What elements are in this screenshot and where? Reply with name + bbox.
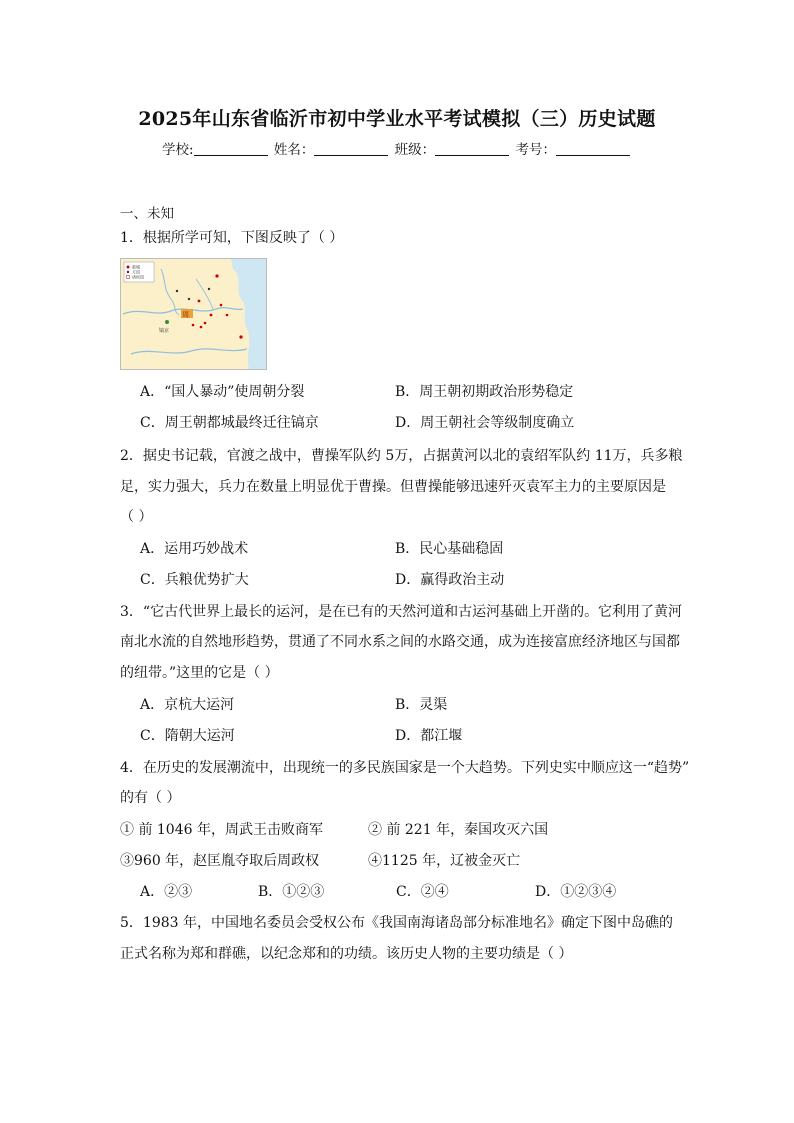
q5-stem-line-2: 正式名称为郑和群礁，以纪念郑和的功绩。该历史人物的主要功绩是（ ）	[120, 946, 573, 962]
map-haojing-label: 镐京	[159, 328, 170, 334]
q2-stem-line-3: （ ）	[120, 509, 153, 525]
name-label: 姓名：	[273, 142, 315, 158]
map-capital-label: 周	[182, 310, 189, 319]
map-legend-vassal: 诸侯国	[132, 274, 144, 280]
q1-option-b[interactable]: B．周王朝初期政治形势稳定	[395, 384, 574, 400]
q3-option-b[interactable]: B．灵渠	[395, 697, 448, 713]
q2-stem-line-1: 2．据史书记载，官渡之战中，曹操军队约 5万，占据黄河以北的袁绍军队约 11万，兵多粮	[120, 448, 683, 464]
q3-stem-line-2: 南北水流的自然地形趋势，贯通了不同水系之间的水路交通，成为连接富庶经济地区与国都	[120, 634, 680, 650]
q4-stem-line-1: 4．在历史的发展潮流中，出现统一的多民族国家是一个大趋势。下列史实中顺应这一“趋势”	[120, 760, 690, 776]
map-legend-state: 方国	[132, 269, 140, 275]
q2-option-c[interactable]: C．兵粮优势扩大	[140, 572, 249, 588]
q4-item-1: ① 前 1046 年，周武王击败商军	[120, 822, 323, 838]
q2-option-a[interactable]: A．运用巧妙战术	[140, 541, 249, 557]
q1-stem: 1．根据所学可知，下图反映了（ ）	[120, 230, 344, 246]
q2-option-b[interactable]: B．民心基础稳固	[395, 541, 504, 557]
class-label: 班级：	[394, 142, 436, 158]
q3-option-a[interactable]: A．京杭大运河	[140, 697, 235, 713]
class-blank[interactable]	[435, 143, 509, 156]
school-blank[interactable]	[194, 143, 268, 156]
q4-item-3: ③960 年，赵匡胤夺取后周政权	[120, 853, 320, 869]
q5-stem-line-1: 5．1983 年，中国地名委员会受权公布《我国南海诸岛部分标准地名》确定下图中岛礁的	[120, 915, 673, 931]
page-title: 2025年山东省临沂市初中学业水平考试模拟（三）历史试题	[138, 108, 656, 130]
q4-item-2: ② 前 221 年，秦国攻灭六国	[368, 822, 549, 838]
q4-item-4: ④1125 年，辽被金灭亡	[368, 853, 521, 869]
q3-stem-line-3: 的纽带。”这里的它是（ ）	[120, 665, 279, 681]
school-label: 学校:	[162, 142, 194, 158]
section-heading: 一、未知	[120, 206, 174, 222]
q4-option-d[interactable]: D．①②③④	[535, 884, 617, 900]
exam-no-blank[interactable]	[556, 143, 630, 156]
q4-option-c[interactable]: C．②④	[396, 884, 449, 900]
exam-no-label: 考号：	[515, 142, 556, 158]
q3-stem-line-1: 3．“它古代世界上最长的运河，是在已有的天然河道和古运河基础上开凿的。它利用了黄河	[120, 604, 683, 620]
map-legend-capital: 都城	[132, 264, 140, 270]
q4-option-a[interactable]: A．②③	[140, 884, 193, 900]
q2-stem-line-2: 足，实力强大，兵力在数量上明显优于曹操。但曹操能够迅速歼灭袁军主力的主要原因是	[120, 479, 666, 495]
q1-option-d[interactable]: D．周王朝社会等级制度确立	[395, 415, 575, 431]
name-blank[interactable]	[314, 143, 388, 156]
student-info-line	[0, 138, 794, 158]
q4-stem-line-2: 的有（ ）	[120, 790, 181, 806]
q1-option-c[interactable]: C．周王朝都城最终迁往镐京	[140, 415, 319, 431]
q3-option-d[interactable]: D．都江堰	[395, 728, 463, 744]
q1-option-a[interactable]: A．“国人暴动”使周朝分裂	[140, 384, 305, 400]
q4-option-b[interactable]: B．①②③	[258, 884, 325, 900]
q2-option-d[interactable]: D．赢得政治主动	[395, 572, 505, 588]
western-zhou-map	[120, 258, 267, 370]
q3-option-c[interactable]: C．隋朝大运河	[140, 728, 235, 744]
